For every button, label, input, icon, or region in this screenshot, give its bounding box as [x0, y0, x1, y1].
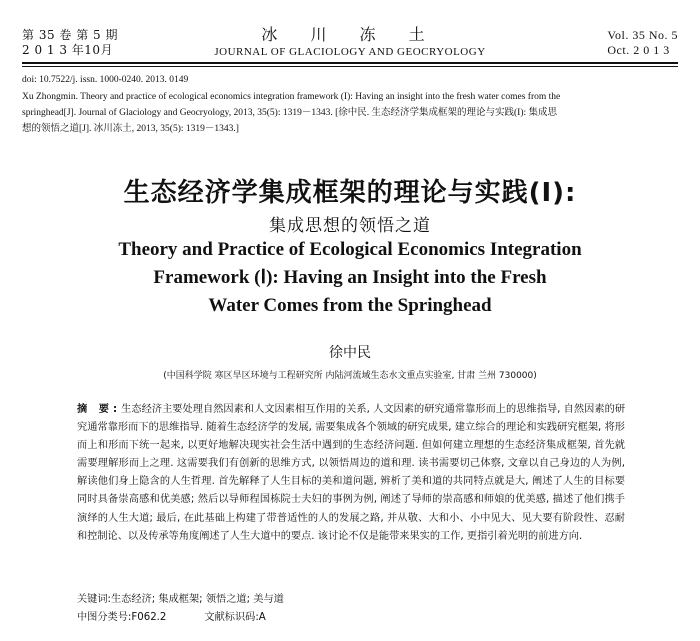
journal-header-center [0, 26, 700, 59]
clc-value: F062.2 [131, 612, 167, 623]
journal-name-en: JOURNAL OF GLACIOLOGY AND GEOCRYOLOGY [214, 46, 486, 58]
volume-issue-en: Vol. 35 No. 5 [607, 28, 678, 42]
title-cn: 生态经济学集成框架的理论与实践(Ⅰ): [123, 178, 577, 208]
doi-line: doi: 10.7522/j. issn. 1000-0240. 2013. 0149 [22, 75, 189, 85]
title-en-line-3: Water Comes from the Springhead [208, 295, 492, 316]
classification [77, 609, 625, 627]
citation-line-1: Xu Zhongmin. Theory and practice of ecological economics integration framework (I): Having an insight into the fresh water comes from the [22, 92, 561, 102]
keywords [77, 591, 625, 609]
journal-name-cn: 冰 川 冻 土 [261, 25, 439, 44]
doc-code-value: A [258, 612, 266, 623]
header-rule-thick [22, 62, 678, 64]
abstract-label: 摘 要: [77, 404, 122, 415]
clc-label: 中图分类号: [77, 612, 132, 623]
citation-line-2: springhead[J]. Journal of Glaciology and Geocryology, 2013, 35(5): 1319－1343. [徐中民. 生态经济学集成框架的理论与实践(I): 集成思 [22, 108, 558, 118]
header-rule-thin [22, 66, 678, 67]
abstract [77, 401, 625, 546]
subtitle-cn: 集成思想的领悟之道 [269, 216, 431, 236]
author-name: 徐中民 [329, 345, 371, 361]
citation-line-3: 想的领悟之道[J]. 冰川冻土, 2013, 35(5): 1319－1343.] [22, 124, 239, 134]
abstract-text: 生态经济主要处理自然因素和人文因素相互作用的关系, 人文因素的研究通常靠形而上的思维指导, 自然因素的研究通常靠形而下的思维指导. 随着生态经济学的发展, 需要集成各个领域的研究成果, 建立综合的理论和实践研究框架, 将形而上和形而下统一起来, 以更好地解决现实社会生活中遇到的生态经济问题. 但如何建立理想的生态经济集成框架, 首先就需要理解形而上之理. 这需要我们有创新的思维方式, 以领悟周边的道和理. 读书需要切己体察, 文章以自己身边的人为例, 解读他们身上隐含的人生哲理. 首先解释了人生目标的美和道问题, 辨析了美和道的共同特点就是大, 阐述了人生的目标要同时具备崇高感和优美感; 然后以导师程国栋院士夫妇的事例为例, 阐述了导师的崇高感和师娘的优美感, 描述了他们携手演绎的人生大道; 最后, 在此基础上构建了带普适性的人的发展之路, 并从敬、大和小、小中见大、见大要有阶段性、忍耐和控制论、以及传承等角度阐述了人生大道中的要点. 该讨论不仅是能带来果实的工作, 更指引着光明的前进方向. [77, 404, 626, 542]
author-affiliation: (中国科学院 寒区旱区环境与工程研究所 内陆河流域生态水文重点实验室, 甘肃 兰州 730000) [163, 371, 537, 381]
doc-code-label: 文献标识码: [204, 612, 259, 623]
keywords-label: 关键词: [77, 594, 111, 605]
date-cn: 2 0 1 3 年10月 [22, 43, 114, 57]
keywords-text: 生态经济; 集成框架; 领悟之道; 美与道 [111, 594, 284, 605]
journal-header-right [607, 28, 678, 58]
title-en-line-1: Theory and Practice of Ecological Economics Integration [118, 239, 582, 260]
title-en [40, 236, 660, 320]
date-en: Oct. 2 0 1 3 [607, 43, 670, 57]
title-en-line-2: Framework (Ⅰ): Having an Insight into the Fresh [153, 267, 547, 288]
volume-issue-cn: 第 35 卷 第 5 期 [22, 28, 118, 42]
